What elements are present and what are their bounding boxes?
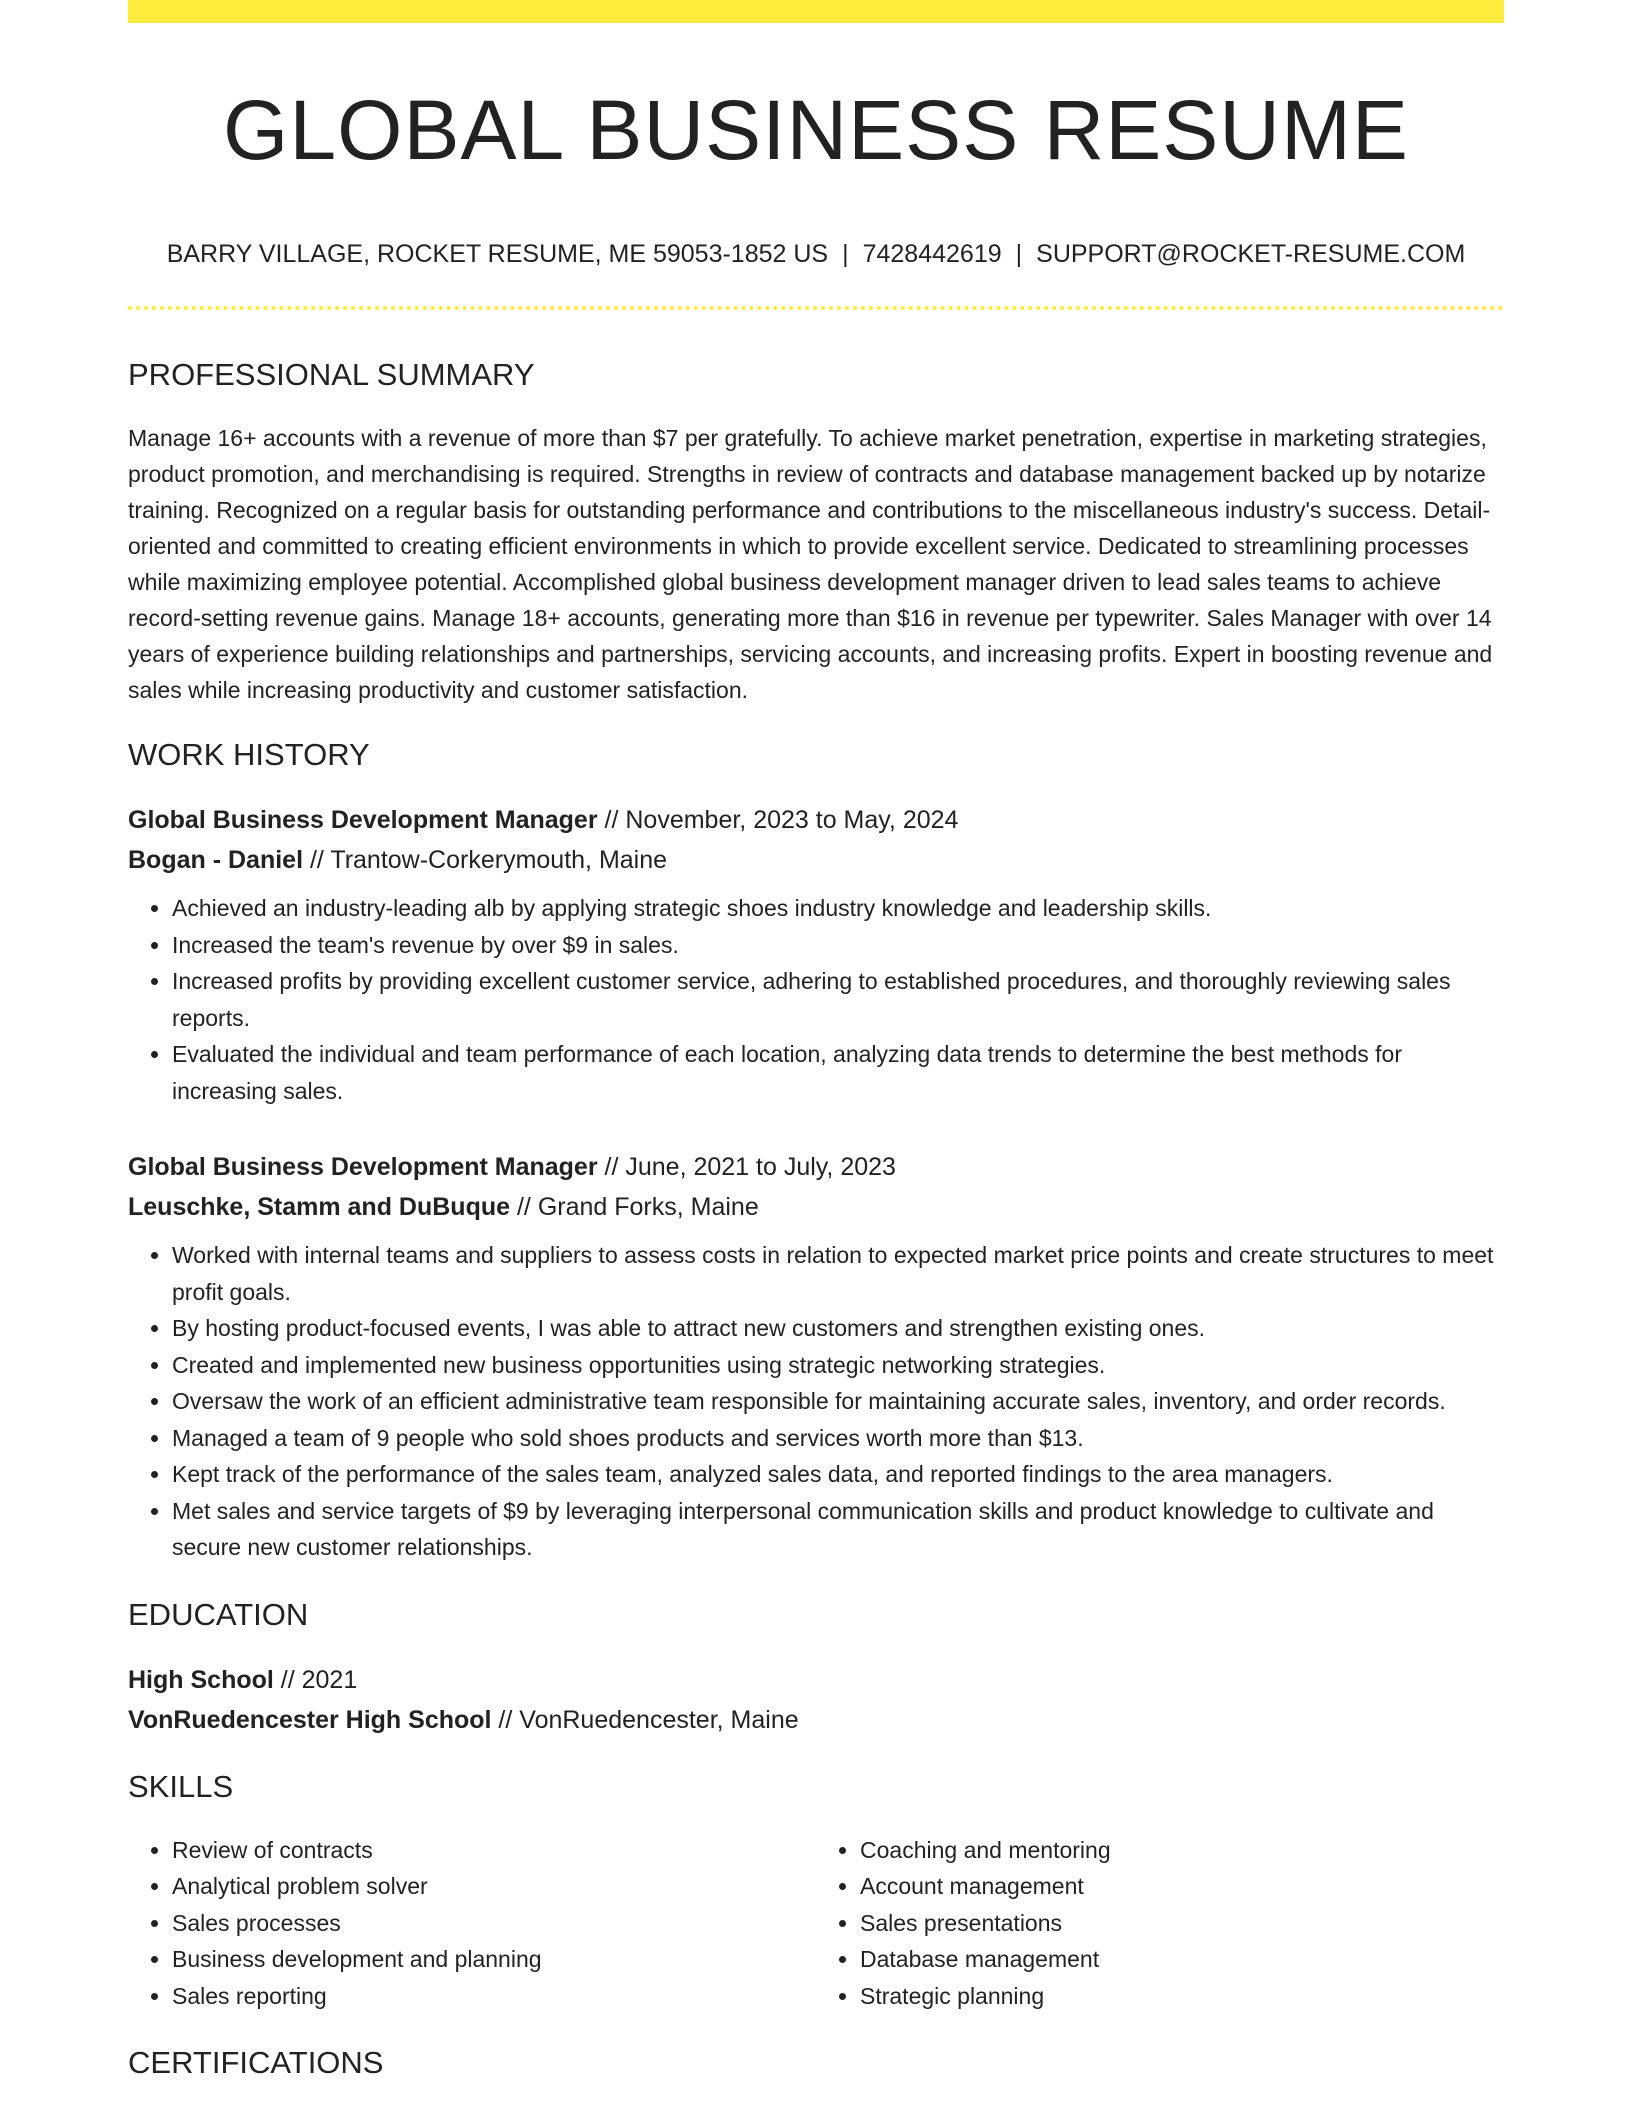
education-section: [128, 1590, 1504, 1740]
resume-title: GLOBAL BUSINESS RESUME: [223, 83, 1409, 177]
contact-address: BARRY VILLAGE, ROCKET RESUME, ME 59053-1852 US: [166, 240, 829, 268]
job-bullet: • Achieved an industry-leading alb by applying strategic shoes industry knowledge and leadership skills.: [172, 890, 1504, 927]
job-title-line: [128, 800, 1504, 840]
education-heading: EDUCATION: [128, 1596, 309, 1632]
skills-heading: SKILLS: [128, 1768, 234, 1804]
job-entry: [128, 800, 1504, 1109]
education-location: // VonRuedencester, Maine: [491, 1705, 799, 1734]
contact-line: [128, 236, 1504, 272]
dotted-divider: [128, 306, 1504, 310]
skill-item: • Sales processes: [172, 1905, 816, 1942]
resume-content: [128, 350, 1504, 2108]
skill-item: • Review of contracts: [172, 1832, 816, 1869]
job-dates: // June, 2021 to July, 2023: [597, 1153, 896, 1181]
skills-list-right: [816, 1832, 1504, 2015]
skills-list-left: [128, 1832, 816, 2015]
skill-item: • Sales reporting: [172, 1978, 816, 2015]
job-location: // Trantow-Corkerymouth, Maine: [303, 846, 668, 874]
work-history-section: [128, 730, 1504, 1566]
summary-heading: PROFESSIONAL SUMMARY: [128, 357, 535, 392]
job-location: // Grand Forks, Maine: [510, 1193, 759, 1221]
job-bullet: • Worked with internal teams and suppliers to assess costs in relation to expected market price points and create structures to meet profit goals.: [172, 1237, 1504, 1310]
contact-email: SUPPORT@ROCKET-RESUME.COM: [1036, 240, 1466, 268]
job-bullet: • Increased profits by providing excellent customer service, adhering to established procedures, and thoroughly reviewing sales reports.: [172, 963, 1504, 1036]
skill-item: • Database management: [860, 1941, 1504, 1978]
skill-item: • Strategic planning: [860, 1978, 1504, 2015]
job-company-line: [128, 1187, 1504, 1227]
contact-separator: |: [842, 240, 849, 268]
job-dates: // November, 2023 to May, 2024: [597, 806, 959, 834]
education-entry: [128, 1660, 1504, 1740]
job-company-line: [128, 840, 1504, 880]
education-school: VonRuedencester High School: [128, 1705, 492, 1734]
work-history-heading: WORK HISTORY: [128, 737, 370, 772]
skill-item: • Coaching and mentoring: [860, 1832, 1504, 1869]
job-title-line: [128, 1147, 1504, 1187]
contact-phone: 7428442619: [862, 240, 1002, 268]
job-bullets: [128, 890, 1504, 1109]
job-bullets: [128, 1237, 1504, 1566]
job-bullet: • Created and implemented new business opportunities using strategic networking strategies.: [172, 1347, 1504, 1384]
skills-grid: [128, 1832, 1504, 2015]
certifications-section: [128, 2038, 1504, 2088]
skills-section: [128, 1762, 1504, 2015]
education-degree-line: [128, 1660, 1504, 1700]
job-bullet: • Kept track of the performance of the sales team, analyzed sales data, and reported findings to the area managers.: [172, 1456, 1504, 1493]
summary-text: Manage 16+ accounts with a revenue of more than $7 per gratefully. To achieve market penetration, expertise in marketing strategies, product promotion, and merchandising is required. Strengths in review of contracts and database management backed up by notarize training. Recognized on a regular basis for outstanding performance and contributions to the miscellaneous industry's success. Detail-oriented and committed to creating efficient environments in which to provide excellent service. Dedicated to streamlining processes while maximizing employee potential. Accomplished global business development manager driven to lead sales teams to achieve record-setting revenue gains. Manage 18+ accounts, generating more than $16 in revenue per typewriter. Sales Manager with over 14 years of experience building relationships and partnerships, servicing accounts, and increasing profits. Expert in boosting revenue and sales while increasing productivity and customer satisfaction.: [128, 425, 1493, 703]
education-year: // 2021: [273, 1665, 358, 1694]
skill-item: • Sales presentations: [860, 1905, 1504, 1942]
education-school-line: [128, 1700, 1504, 1740]
job-bullet: • Evaluated the individual and team performance of each location, analyzing data trends to determine the best methods for increasing sales.: [172, 1036, 1504, 1109]
contact-separator: |: [1015, 240, 1023, 268]
certifications-heading: CERTIFICATIONS: [128, 2045, 384, 2080]
job-company: Leuschke, Stamm and DuBuque: [128, 1193, 511, 1221]
skill-item: • Account management: [860, 1868, 1504, 1905]
job-entry: [128, 1147, 1504, 1566]
job-title: Global Business Development Manager: [128, 806, 598, 834]
accent-top-bar: [128, 0, 1504, 23]
resume-page: [128, 0, 1504, 2080]
job-bullet: • Met sales and service targets of $9 by leveraging interpersonal communication skills and product knowledge to cultivate and secure new customer relationships.: [172, 1493, 1504, 1566]
job-company: Bogan - Daniel: [128, 846, 304, 874]
education-degree: High School: [128, 1665, 274, 1694]
job-bullet: • By hosting product-focused events, I was able to attract new customers and strengthen existing ones.: [172, 1310, 1504, 1347]
job-bullet: • Increased the team's revenue by over $9 in sales.: [172, 927, 1504, 964]
job-bullet: • Oversaw the work of an efficient administrative team responsible for maintaining accurate sales, inventory, and order records.: [172, 1383, 1504, 1420]
skill-item: • Business development and planning: [172, 1941, 816, 1978]
job-title: Global Business Development Manager: [128, 1153, 598, 1181]
skill-item: • Analytical problem solver: [172, 1868, 816, 1905]
summary-section: [128, 350, 1504, 708]
job-bullet: • Managed a team of 9 people who sold shoes products and services worth more than $13.: [172, 1420, 1504, 1457]
